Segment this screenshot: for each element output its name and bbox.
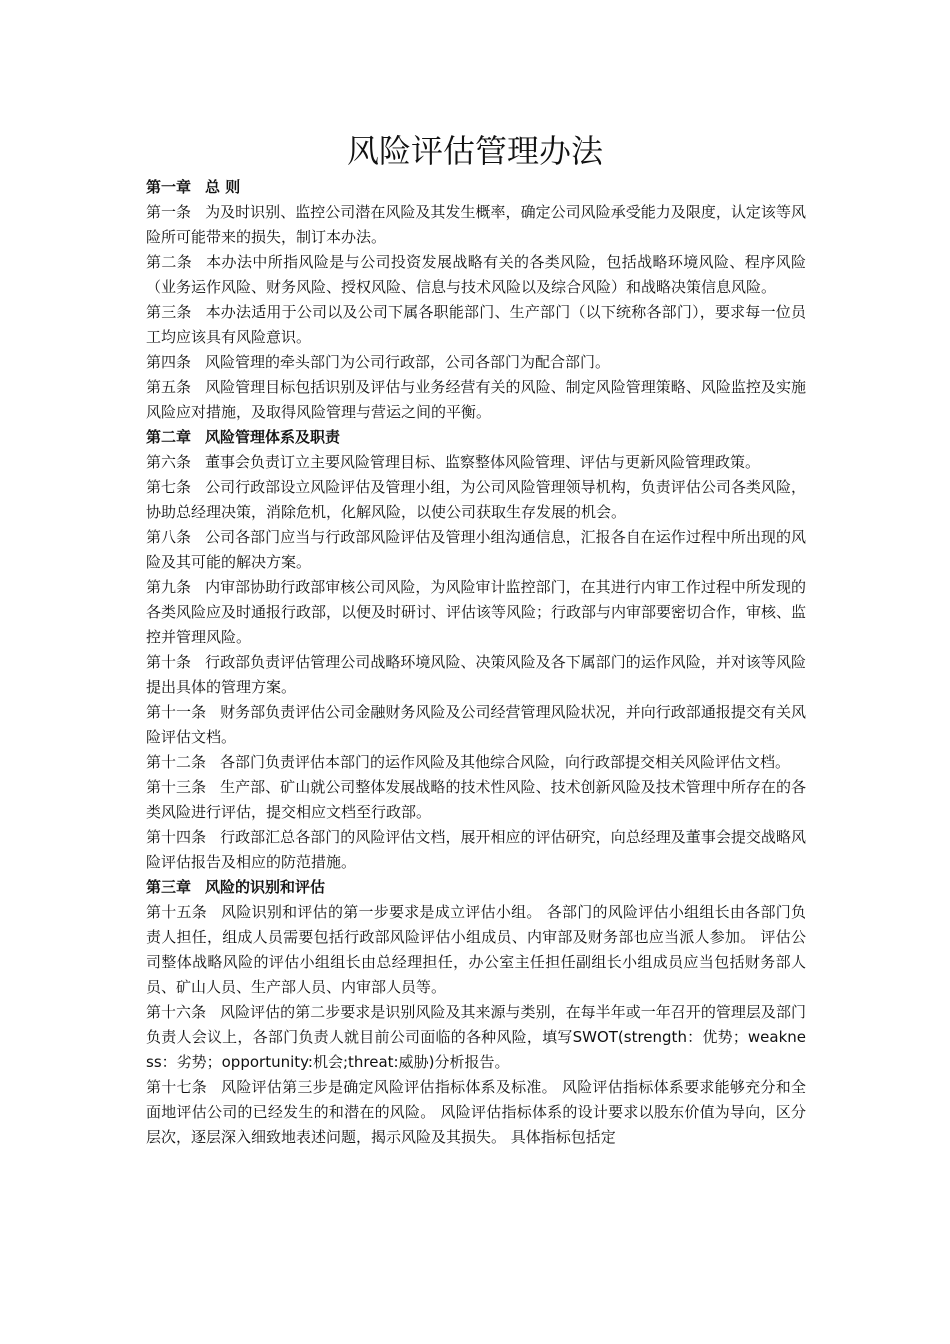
article-paragraph	[146, 575, 806, 650]
document-body	[146, 175, 806, 1150]
article-paragraph	[146, 1000, 806, 1075]
article-paragraph	[146, 200, 806, 250]
article-paragraph	[146, 250, 806, 300]
article-text: 公司各部门应当与行政部风险评估及管理小组沟通信息，汇报各自在运作过程中所出现的风险及其可能的解决方案。	[146, 528, 806, 571]
article-number: 第十二条	[146, 753, 207, 771]
article-number: 第十七条	[146, 1078, 208, 1096]
article-text: 公司行政部设立风险评估及管理小组，为公司风险管理领导机构，负责评估公司各类风险，协助总经理决策，消除危机，化解风险，以使公司获取生存发展的机会。	[146, 478, 806, 521]
article-text: 内审部协助行政部审核公司风险，为风险审计监控部门，在其进行内审工作过程中所发现的各类风险应及时通报行政部，以便及时研讨、评估该等风险；行政部与内审部要密切合作，审核、监控并管理风险。	[146, 578, 807, 646]
article-number: 第九条	[146, 578, 192, 596]
article-number: 第十四条	[146, 828, 207, 846]
article-paragraph	[146, 525, 806, 575]
article-text: 风险识别和评估的第一步要求是成立评估小组。 各部门的风险评估小组组长由各部门负责人担任，组成人员需要包括行政部风险评估小组成员、内审部及财务部也应当派人参加。 评估公司整体战略风险的评估小组组长由总经理担任，办公室主任担任副组长小组成员应当包括财务部人员、矿山人员、生产部人员、内审部人员等。	[146, 903, 806, 996]
article-text: 为及时识别、监控公司潜在风险及其发生概率，确定公司风险承受能力及限度，认定该等风险所可能带来的损失，制订本办法。	[146, 203, 806, 246]
chapter-heading	[146, 425, 806, 450]
article-number: 第六条	[146, 453, 192, 471]
article-paragraph	[146, 900, 806, 1000]
article-text: 董事会负责订立主要风险管理目标、监察整体风险管理、评估与更新风险管理政策。	[205, 453, 761, 471]
article-paragraph	[146, 750, 806, 775]
article-number: 第十三条	[146, 778, 207, 796]
article-text: 风险评估的第二步要求是识别风险及其来源与类别，在每半年或一年召开的管理层及部门负责人会议上，各部门负责人就目前公司面临的各种风险，填写SWOT(strength：优势；weakness：劣势；opportunity:机会;threat:威胁)分析报告。	[146, 1003, 806, 1071]
chapter-number: 第三章	[146, 878, 192, 896]
article-paragraph	[146, 775, 806, 825]
article-paragraph	[146, 700, 806, 750]
article-number: 第十条	[146, 653, 192, 671]
article-number: 第五条	[146, 378, 192, 396]
article-text: 行政部汇总各部门的风险评估文档，展开相应的评估研究，向总经理及董事会提交战略风险评估报告及相应的防范措施。	[146, 828, 806, 871]
article-text: 风险管理的牵头部门为公司行政部，公司各部门为配合部门。	[205, 353, 611, 371]
article-text: 行政部负责评估管理公司战略环境风险、决策风险及各下属部门的运作风险，并对该等风险提出具体的管理方案。	[146, 653, 806, 696]
article-number: 第八条	[146, 528, 192, 546]
article-number: 第一条	[146, 203, 192, 221]
article-number: 第二条	[146, 253, 193, 271]
chapter-heading	[146, 175, 806, 200]
chapter-title: 风险管理体系及职责	[205, 428, 341, 446]
article-paragraph	[146, 650, 806, 700]
article-text: 财务部负责评估公司金融财务风险及公司经营管理风险状况，并向行政部通报提交有关风险评估文档。	[146, 703, 806, 746]
chapter-number: 第二章	[146, 428, 192, 446]
article-number: 第十五条	[146, 903, 208, 921]
article-text: 风险评估第三步是确定风险评估指标体系及标准。 风险评估指标体系要求能够充分和全面地评估公司的已经发生的和潜在的风险。 风险评估指标体系的设计要求以股东价值为导向，区分层次，逐层深入细致地表述问题，揭示风险及其损失。 具体指标包括定	[146, 1078, 806, 1146]
article-paragraph	[146, 825, 806, 875]
chapter-title: 总 则	[205, 178, 241, 196]
chapter-number: 第一章	[146, 178, 192, 196]
article-number: 第十六条	[146, 1003, 207, 1021]
article-number: 第三条	[146, 303, 192, 321]
article-text: 各部门负责评估本部门的运作风险及其他综合风险，向行政部提交相关风险评估文档。	[220, 753, 791, 771]
article-number: 第十一条	[146, 703, 207, 721]
article-text: 风险管理目标包括识别及评估与业务经营有关的风险、制定风险管理策略、风险监控及实施风险应对措施，及取得风险管理与营运之间的平衡。	[146, 378, 806, 421]
article-text: 生产部、矿山就公司整体发展战略的技术性风险、技术创新风险及技术管理中所存在的各类风险进行评估，提交相应文档至行政部。	[146, 778, 806, 821]
article-text: 本办法中所指风险是与公司投资发展战略有关的各类风险，包括战略环境风险、程序风险（业务运作风险、财务风险、授权风险、信息与技术风险以及综合风险）和战略决策信息风险。	[146, 253, 806, 296]
article-paragraph	[146, 350, 806, 375]
article-number: 第七条	[146, 478, 192, 496]
article-number: 第四条	[146, 353, 192, 371]
document-title: 风险评估管理办法	[346, 132, 603, 170]
chapter-heading	[146, 875, 806, 900]
article-paragraph	[146, 300, 806, 350]
chapter-title: 风险的识别和评估	[205, 878, 326, 896]
article-paragraph	[146, 375, 806, 425]
article-text: 本办法适用于公司以及公司下属各职能部门、生产部门（以下统称各部门），要求每一位员工均应该具有风险意识。	[146, 303, 806, 346]
article-paragraph	[146, 475, 806, 525]
article-paragraph	[146, 1075, 806, 1150]
article-paragraph	[146, 450, 806, 475]
